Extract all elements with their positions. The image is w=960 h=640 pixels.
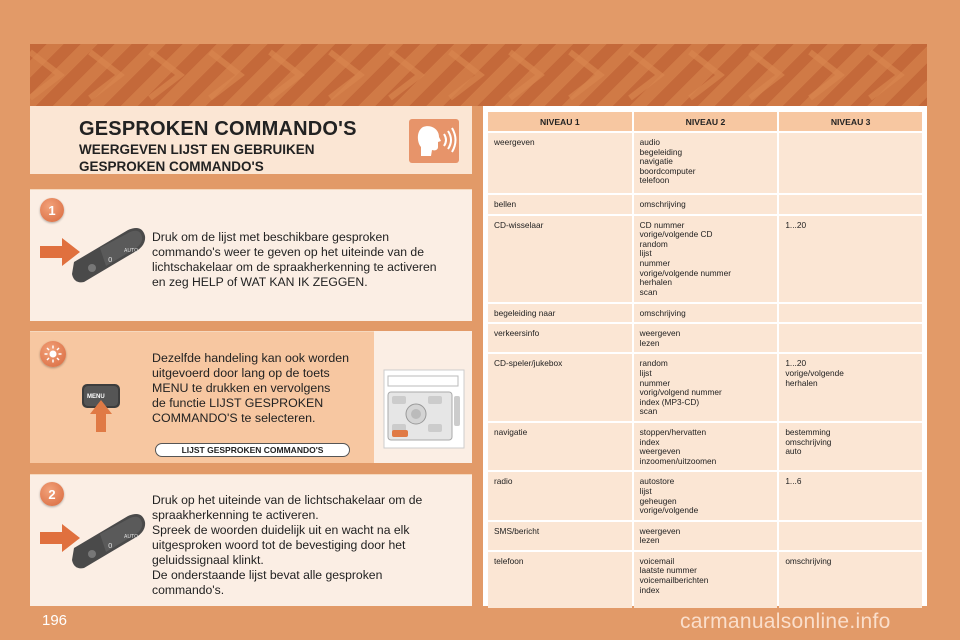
page-subtitle: WEERGEVEN LIJST EN GEBRUIKEN GESPROKEN COMMANDO'S (79, 142, 315, 174)
table-row (488, 423, 922, 470)
table-cell-level-2: omschrijving (634, 195, 778, 214)
page-title: GESPROKEN COMMANDO'S (79, 118, 357, 140)
table-cell-level-1: bellen (488, 195, 632, 214)
svg-text:0: 0 (108, 256, 113, 264)
table-row (488, 522, 922, 550)
table-cell-level-2: stoppen/hervatten index weergeven inzoomen/uitzoomen (634, 423, 778, 470)
step-1-badge: 1 (40, 198, 64, 222)
table-header-level-2: NIVEAU 2 (634, 112, 778, 131)
voice-commands-table-panel (483, 106, 927, 606)
table-cell-level-3 (779, 522, 922, 550)
radio-control-panel-illustration (380, 366, 466, 452)
step-1-text: Druk om de lijst met beschikbare gesproken commando's weer te geven op het uiteinde van de lichtschakelaar om de spraakherkenning te activeren en zeg HELP of WAT KAN IK ZEGGEN. (152, 230, 437, 289)
table-row (488, 216, 922, 302)
table-header-level-1: NIVEAU 1 (488, 112, 632, 131)
table-cell-level-1: radio (488, 472, 632, 519)
table-cell-level-3: bestemming omschrijving auto (779, 423, 922, 470)
watermark: carmanualsonline.info (680, 610, 891, 633)
light-switch-stalk-icon (70, 222, 148, 286)
table-row (488, 195, 922, 214)
chevron-pattern (30, 44, 927, 106)
tip-sun-icon (40, 341, 66, 367)
table-cell-level-1: navigatie (488, 423, 632, 470)
table-cell-level-2: voicemail laatste nummer voicemailberichten index (634, 552, 778, 608)
table-cell-level-3: 1...20 vorige/volgende herhalen (779, 354, 922, 421)
table-cell-level-2: omschrijving (634, 304, 778, 323)
step-menu-text: Dezelfde handeling kan ook worden uitgevoerd door lang op de toets MENU te drukken en vervolgens de functie LIJST GESPROKEN COMMANDO'S te selecteren. (152, 351, 350, 425)
table-cell-level-3 (779, 304, 922, 323)
table-cell-level-2: weergeven lezen (634, 324, 778, 352)
table-row (488, 354, 922, 421)
table-cell-level-3: 1...20 (779, 216, 922, 302)
table-cell-level-1: CD-speler/jukebox (488, 354, 632, 421)
svg-text:AUTO: AUTO (124, 534, 139, 540)
menu-key-label: MENU (87, 394, 105, 400)
table-cell-level-2: autostore lijst geheugen vorige/volgende (634, 472, 778, 519)
table-row (488, 304, 922, 323)
table-cell-level-2: audio begeleiding navigatie boordcomputer telefoon (634, 133, 778, 193)
step-2-badge: 2 (40, 482, 64, 506)
step-2-text: Druk op het uiteinde van de lichtschakelaar om de spraakherkenning te activeren. Spreek de woorden duidelijk uit en wacht na elk uitgesproken woord tot de bevestiging door het geluidssignaal klinkt. De onderstaande lijst bevat alle gesproken commando's. (152, 493, 423, 597)
table-cell-level-3 (779, 133, 922, 193)
table-cell-level-2: CD nummer vorige/volgende CD random lijst nummer vorige/volgende nummer herhalen scan (634, 216, 778, 302)
table-cell-level-3: 1...6 (779, 472, 922, 519)
table-cell-level-3 (779, 324, 922, 352)
table-cell-level-2: random lijst nummer vorig/volgend nummer index (MP3-CD) scan (634, 354, 778, 421)
header-stripe-band (30, 44, 927, 106)
table-cell-level-1: begeleiding naar (488, 304, 632, 323)
svg-text:0: 0 (108, 542, 113, 550)
page-number: 196 (42, 612, 68, 629)
table-cell-level-2: weergeven lezen (634, 522, 778, 550)
svg-text:AUTO: AUTO (124, 248, 139, 254)
menu-key-press-icon (78, 378, 124, 434)
table-cell-level-1: weergeven (488, 133, 632, 193)
table-header-level-3: NIVEAU 3 (779, 112, 922, 131)
voice-commands-table (486, 110, 924, 610)
table-cell-level-1: verkeersinfo (488, 324, 632, 352)
table-row (488, 552, 922, 608)
table-cell-level-3 (779, 195, 922, 214)
table-row (488, 324, 922, 352)
voice-commands-list-label: LIJST GESPROKEN COMMANDO'S (155, 443, 350, 457)
table-row (488, 133, 922, 193)
table-row (488, 472, 922, 519)
table-cell-level-1: SMS/bericht (488, 522, 632, 550)
voice-command-icon (409, 119, 459, 163)
table-cell-level-3: omschrijving (779, 552, 922, 608)
table-cell-level-1: telefoon (488, 552, 632, 608)
light-switch-stalk-icon (70, 508, 148, 572)
table-cell-level-1: CD-wisselaar (488, 216, 632, 302)
table-header-row (488, 112, 922, 131)
